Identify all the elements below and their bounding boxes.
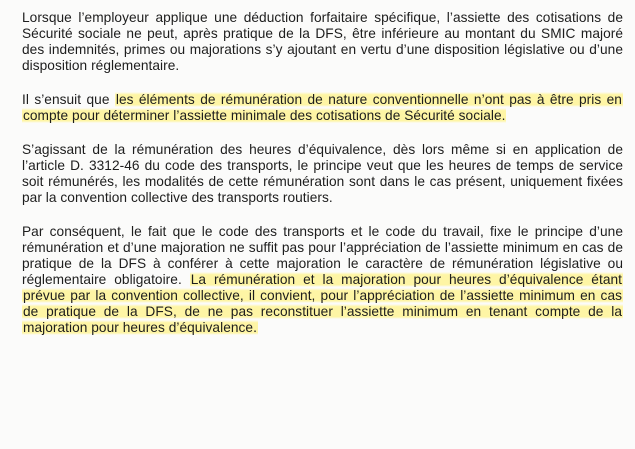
highlighted-text: les éléments de rémunération de nature conventionnelle n’ont pas à être pris en compte pour déterminer l’assiette minimale des cotisations de Sécurité sociale. [23, 92, 622, 123]
paragraph-text: Il s’ensuit que [22, 92, 115, 107]
paragraph-text: Par conséquent, le fait que le code des transports et le code du travail, fixe le principe d’une rémunération et d’une majoration ne suffit pas pour l’appréciation de l’assiette minimum en cas de pratique de la DFS à conférer à cette majoration le caractère de rémunération législative ou réglementaire obligatoire. [22, 224, 623, 287]
paragraph-heures-equivalence [22, 142, 623, 206]
paragraph-conclusion [22, 224, 623, 336]
paragraph-text: S’agissant de la rémunération des heures d’équivalence, dès lors même si en application de l’article D. 3312-46 du code des transports, le principe veut que les heures de temps de service soit rémunérés, les modalités de cette rémunération sont dans le cas présent, uniquement fixées par la convention collective des transports routiers. [22, 142, 623, 205]
paragraph-text: Lorsque l’employeur applique une déduction forfaitaire spécifique, l’assiette des cotisations de Sécurité sociale ne peut, après pratique de la DFS, être inférieure au montant du SMIC majoré des indemnités, primes ou majorations s’y ajoutant en vertu d’une disposition législative ou d’une disposition réglementaire. [22, 10, 623, 73]
paragraph-dfs-assiette-minimum [22, 10, 623, 74]
paragraph-elements-conventionnels [22, 92, 623, 124]
highlighted-text: La rémunération et la majoration pour heures d’équivalence étant prévue par la convention collective, il convient, pour l’appréciation de l’assiette minimum en cas de pratique de la DFS, de ne pas reconstituer l’assiette minimum en tenant compte de la majoration pour heures d’équivalence. [23, 272, 622, 335]
